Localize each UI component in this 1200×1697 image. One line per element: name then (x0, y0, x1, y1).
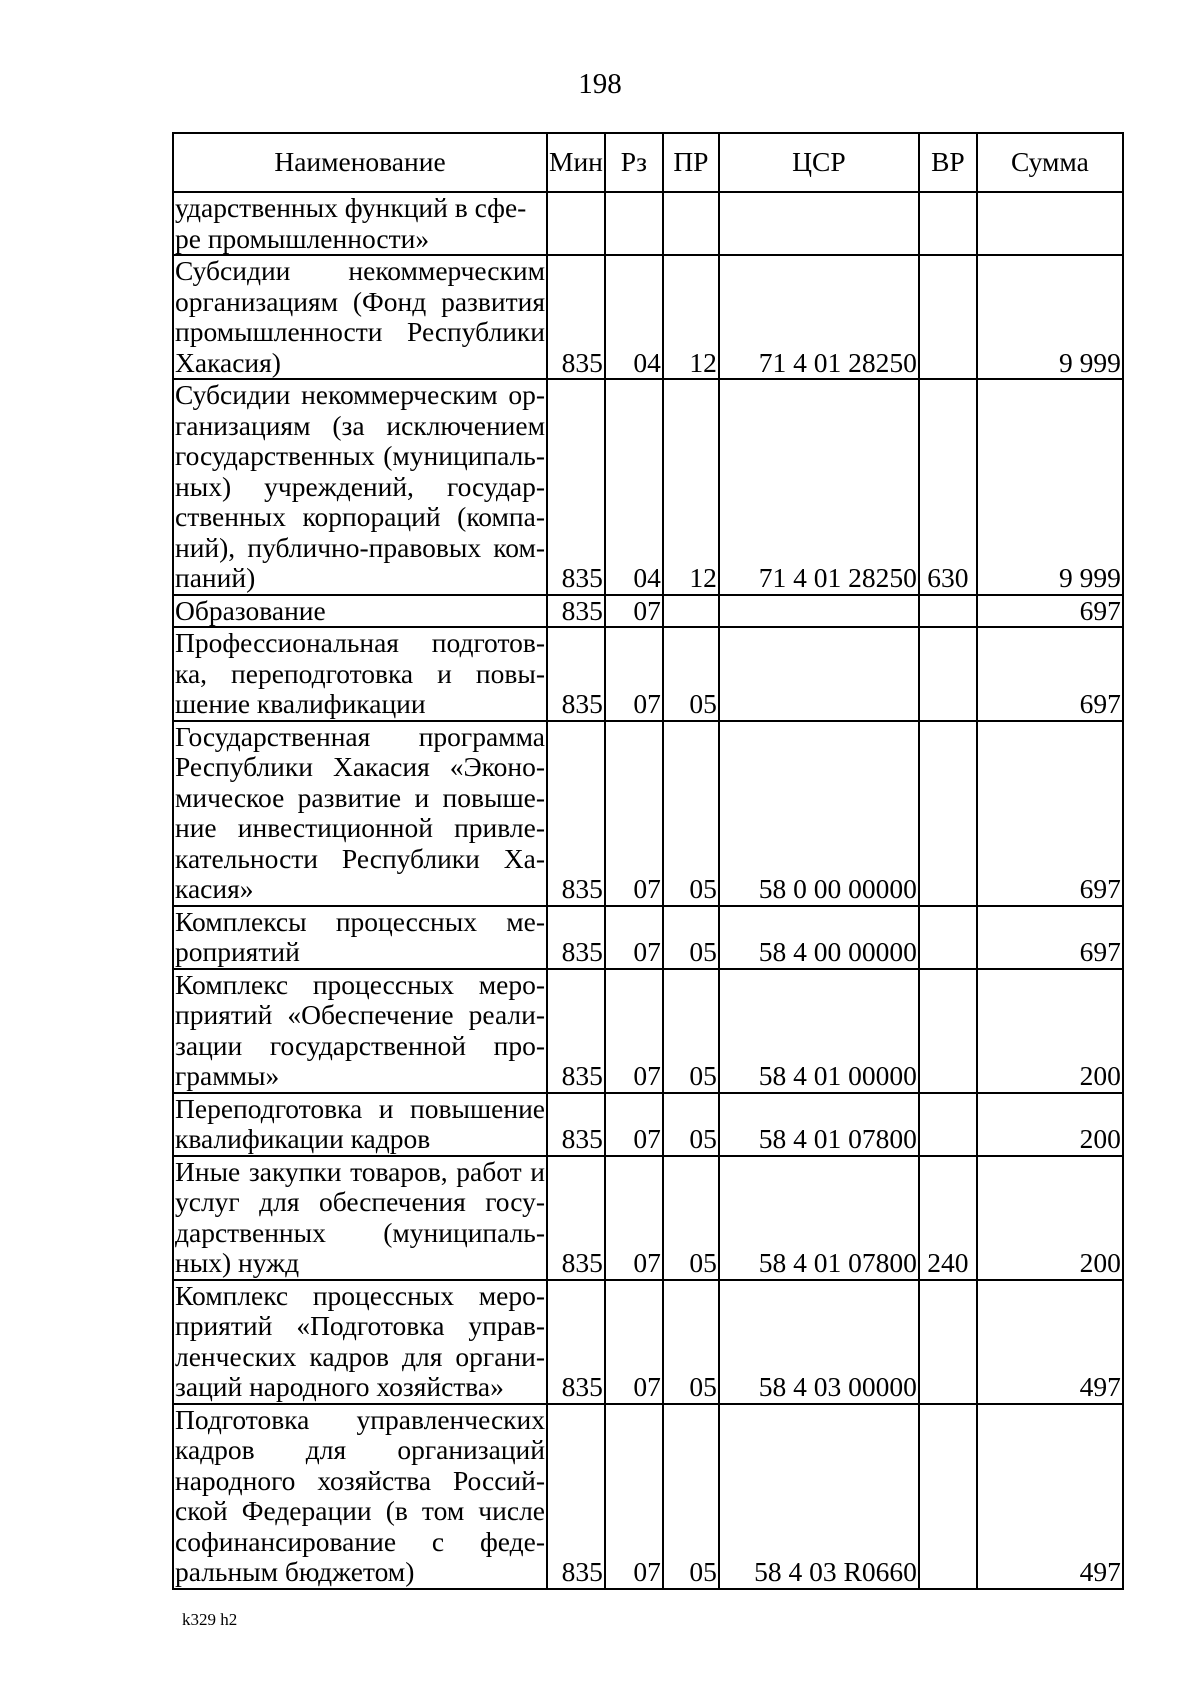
table-row (173, 192, 1123, 255)
cell-vr: 240 (919, 1156, 977, 1280)
cell-name: Субсидии некоммерческим организациям (Фонд развития промышленности Республики Хакасия) (175, 255, 545, 378)
cell-min: 835 (547, 1280, 605, 1404)
table-row (173, 1404, 1123, 1589)
header-sum: Сумма (977, 133, 1123, 192)
table-row (173, 969, 1123, 1093)
cell-csr: 58 4 01 07800 (719, 1093, 919, 1156)
cell-pr: 05 (663, 969, 719, 1093)
cell-sum: 497 (977, 1280, 1123, 1404)
table-row (173, 627, 1123, 721)
cell-sum: 697 (977, 627, 1123, 721)
cell-csr: 58 4 03 00000 (719, 1280, 919, 1404)
header-min: Мин (547, 133, 605, 192)
footer-code: k329 h2 (182, 1610, 238, 1629)
cell-vr (919, 627, 977, 721)
cell-rz: 07 (605, 627, 663, 721)
cell-pr: 05 (663, 1404, 719, 1589)
cell-name: Профессиональная подготов-ка, переподготовка и повы-шение квалификации (175, 627, 545, 719)
table-header-row (173, 133, 1123, 192)
cell-csr: 58 4 00 00000 (719, 906, 919, 969)
cell-pr (663, 595, 719, 628)
cell-min: 835 (547, 255, 605, 379)
cell-csr: 58 4 03 R0660 (719, 1404, 919, 1589)
cell-rz: 07 (605, 721, 663, 906)
cell-min: 835 (547, 595, 605, 628)
cell-sum: 697 (977, 906, 1123, 969)
cell-vr (919, 721, 977, 906)
cell-pr: 05 (663, 906, 719, 969)
cell-csr (719, 595, 919, 628)
cell-vr (919, 1093, 977, 1156)
header-pr: ПР (663, 133, 719, 192)
cell-pr: 12 (663, 255, 719, 379)
cell-min: 835 (547, 1156, 605, 1280)
cell-rz: 07 (605, 969, 663, 1093)
cell-pr: 05 (663, 1093, 719, 1156)
cell-csr: 58 4 01 07800 (719, 1156, 919, 1280)
cell-name: Государственная программа Республики Хакасия «Эконо-мическое развитие и повыше-ние инвестиционной привле-кательности Республики Ха-касия» (175, 720, 545, 904)
cell-min: 835 (547, 1404, 605, 1589)
header-csr: ЦСР (719, 133, 919, 192)
cell-csr: 58 0 00 00000 (719, 721, 919, 906)
cell-name: ударственных функций в сфе- ре промышленности» (173, 192, 547, 255)
cell-min: 835 (547, 379, 605, 595)
cell-rz: 04 (605, 255, 663, 379)
cell-name: Комплекс процессных меро-приятий «Обеспечение реали-зации государственной про-граммы» (175, 968, 545, 1091)
header-vr: ВР (919, 133, 977, 192)
cell-pr: 05 (663, 1280, 719, 1404)
cell-name: Субсидии некоммерческим ор-ганизациям (за исключением государственных (муниципаль-ных) учреждений, государ-ственных корпораций (компа-ний), публично-правовых ком-паний) (175, 379, 545, 593)
cell-rz: 07 (605, 1093, 663, 1156)
table-row (173, 1156, 1123, 1280)
table-row (173, 255, 1123, 379)
cell-pr: 05 (663, 721, 719, 906)
cell-rz (605, 192, 663, 255)
table-row (173, 1280, 1123, 1404)
cell-name: Переподготовка и повышение квалификации кадров (175, 1092, 545, 1154)
header-name: Наименование (173, 133, 547, 192)
cell-pr: 05 (663, 1156, 719, 1280)
table-row (173, 379, 1123, 595)
cell-min: 835 (547, 721, 605, 906)
cell-csr: 71 4 01 28250 (719, 379, 919, 595)
cell-csr (719, 192, 919, 255)
cell-pr: 12 (663, 379, 719, 595)
cell-vr (919, 1404, 977, 1589)
table-body (173, 192, 1123, 1589)
cell-name: Образование (173, 595, 547, 628)
page-number: 198 (578, 68, 622, 100)
cell-vr (919, 906, 977, 969)
table-row (173, 906, 1123, 969)
cell-min: 835 (547, 906, 605, 969)
cell-csr: 58 4 01 00000 (719, 969, 919, 1093)
cell-min: 835 (547, 1093, 605, 1156)
cell-sum: 497 (977, 1404, 1123, 1589)
cell-sum: 9 999 (977, 255, 1123, 379)
cell-min: 835 (547, 969, 605, 1093)
table-row (173, 721, 1123, 906)
cell-vr: 630 (919, 379, 977, 595)
cell-min (547, 192, 605, 255)
cell-vr (919, 969, 977, 1093)
cell-min: 835 (547, 627, 605, 721)
cell-rz: 07 (605, 906, 663, 969)
cell-pr (663, 192, 719, 255)
cell-csr: 71 4 01 28250 (719, 255, 919, 379)
cell-name: Комплексы процессных ме-роприятий (175, 905, 545, 967)
cell-pr: 05 (663, 627, 719, 721)
cell-sum: 9 999 (977, 379, 1123, 595)
cell-rz: 07 (605, 1404, 663, 1589)
cell-rz: 07 (605, 1156, 663, 1280)
cell-rz: 07 (605, 1280, 663, 1404)
cell-sum: 200 (977, 1093, 1123, 1156)
table-row (173, 595, 1123, 628)
header-rz: Рз (605, 133, 663, 192)
cell-csr (719, 627, 919, 721)
cell-rz: 07 (605, 595, 663, 628)
cell-vr (919, 1280, 977, 1404)
cell-name: Иные закупки товаров, работ и услуг для обеспечения госу-дарственных (муниципаль-ных) нужд (175, 1155, 545, 1278)
cell-vr (919, 255, 977, 379)
cell-sum: 697 (977, 595, 1123, 628)
cell-sum (977, 192, 1123, 255)
cell-sum: 697 (977, 721, 1123, 906)
cell-sum: 200 (977, 1156, 1123, 1280)
cell-vr (919, 192, 977, 255)
table-row (173, 1093, 1123, 1156)
budget-table (172, 132, 1124, 1590)
cell-rz: 04 (605, 379, 663, 595)
cell-name: Подготовка управленческих кадров для организаций народного хозяйства Россий-ской Федерации (в том числе софинансирование с феде-ральным бюджетом) (175, 1403, 545, 1587)
cell-sum: 200 (977, 969, 1123, 1093)
cell-vr (919, 595, 977, 628)
cell-name: Комплекс процессных меро-приятий «Подготовка управ-ленческих кадров для органи-заций народного хозяйства» (175, 1279, 545, 1402)
